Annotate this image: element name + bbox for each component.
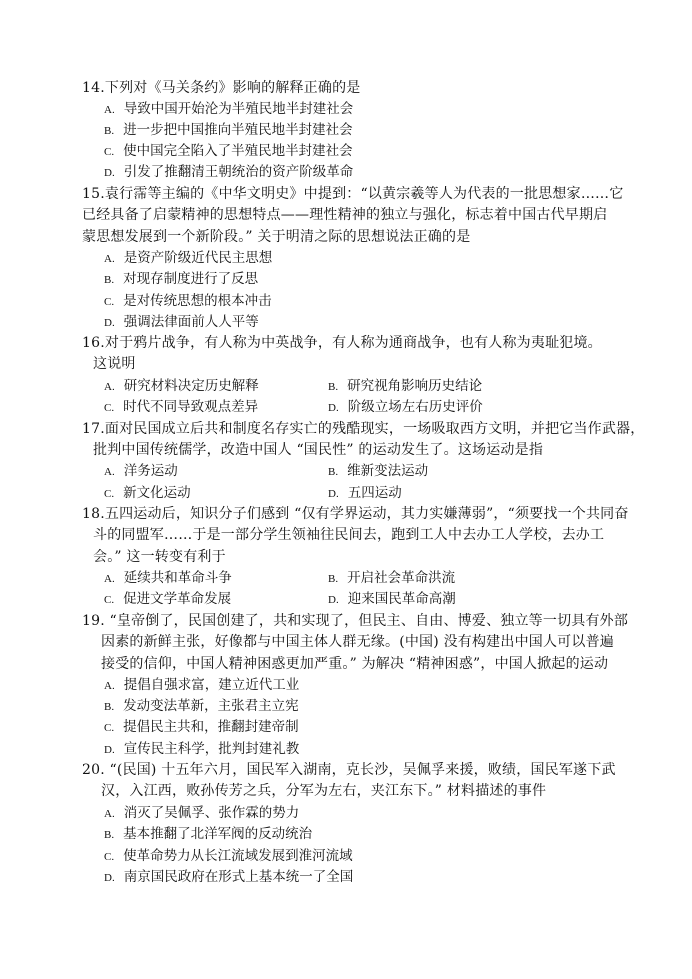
option-b: B. 开启社会革命洪流: [328, 570, 456, 586]
option-d: D. 南京国民政府在形式上基本统一了全国: [104, 869, 354, 885]
question-stem-line: 已经具备了启蒙精神的思想特点——理性精神的独立与强化，标志着中国古代早期启: [82, 207, 608, 224]
option-c: C. 新文化运动: [104, 485, 191, 501]
option-a: A. 导致中国开始沦为半殖民地半封建社会: [104, 101, 354, 117]
question-stem: 14.下列对《马关条约》影响的解释正确的是: [82, 80, 361, 96]
option-a: A. 提倡自强求富，建立近代工业: [104, 677, 300, 693]
question-17: [82, 419, 645, 462]
option-c: C. 提倡民主共和，推翻封建帝制: [104, 719, 299, 735]
option-b: B. 发动变法革新，主张君主立宪: [104, 698, 299, 714]
option-d: D. 强调法律面前人人平等: [104, 314, 259, 330]
option-c: C. 使中国完全陷入了半殖民地半封建社会: [104, 143, 353, 159]
question-14: [82, 78, 622, 99]
option-a: A. 延续共和革命斗争: [104, 570, 232, 586]
question-stem-line: 20. “(民国) 十五年六月，国民军入湖南，克长沙，吴佩孚来援，败绩，国民军遂下武: [82, 762, 616, 778]
question-stem-line: 斗的同盟军……于是一部分学生领袖往民间去，跑到工人中去办工人学校，去办工: [93, 527, 605, 544]
question-stem-line: 15.袁行霈等主编的《中华文明史》中提到：“以黄宗羲等人为代表的一批思想家……它: [82, 186, 624, 202]
option-d: D. 宣传民主科学，批判封建礼教: [104, 741, 300, 757]
question-stem-line: 蒙思想发展到一个新阶段。” 关于明清之际的思想说法正确的是: [82, 228, 471, 245]
question-stem-line: 17.面对民国成立后共和制度名存实亡的残酷现实，一场吸取西方文明，并把它当作武器，: [82, 421, 645, 437]
question-16: [82, 333, 622, 376]
option-c: C. 促进文学革命发展: [104, 591, 232, 607]
option-c: C. 时代不同导致观点差异: [104, 399, 259, 415]
option-c: C. 是对传统思想的根本冲击: [104, 293, 272, 309]
question-stem-line: 接受的信仰，中国人精神困惑更加严重。” 为解决 “精神困惑”，中国人掀起的运动: [101, 655, 609, 672]
question-stem-line: 汉，入江西，败孙传芳之兵，分军为左右，夹江东下。” 材料描述的事件: [101, 783, 547, 800]
option-d: D. 迎来国民革命高潮: [328, 591, 456, 607]
question-stem-line: 这说明: [93, 356, 136, 373]
option-b: B. 进一步把中国推向半殖民地半封建社会: [104, 122, 353, 138]
question-19: [82, 611, 629, 675]
question-15: [82, 184, 622, 248]
option-b: B. 维新变法运动: [328, 463, 429, 479]
question-stem-line: 18.五四运动后，知识分子们感到 “仅有学界运动，其力实嫌薄弱”，“须要找一个共同奋: [82, 506, 629, 522]
option-d: D. 五四运动: [328, 485, 402, 501]
option-a: A. 洋务运动: [104, 463, 178, 479]
option-a: A. 消灭了吴佩孚、张作霖的势力: [104, 805, 300, 821]
question-18: [82, 504, 629, 568]
option-c: C. 使革命势力从长江流域发展到淮河流域: [104, 848, 353, 864]
option-d: D. 引发了推翻清王朝统治的资产阶级革命: [104, 164, 354, 180]
option-a: A. 是资产阶级近代民主思想: [104, 250, 273, 266]
question-stem-line: 会。” 这一转变有利于: [93, 548, 226, 565]
question-20: [82, 760, 622, 803]
option-a: A. 研究材料决定历史解释: [104, 378, 259, 394]
option-d: D. 阶级立场左右历史评价: [328, 399, 483, 415]
option-b: B. 研究视角影响历史结论: [328, 378, 483, 394]
option-b: B. 对现存制度进行了反思: [104, 271, 259, 287]
question-stem-line: 16.对于鸦片战争，有人称为中英战争，有人称为通商战争，也有人称为夷耻犯境。: [82, 335, 602, 351]
question-stem-line: 批判中国传统儒学，改造中国人 “国民性” 的运动发生了。这场运动是指: [93, 442, 544, 459]
question-stem-line: 因素的新鲜主张，好像都与中国主体人群无缘。(中国) 没有构建出中国人可以普遍: [101, 634, 614, 651]
question-stem-line: 19. “皇帝倒了，民国创建了，共和实现了，但民主、自由、博爱、独立等一切具有外部: [82, 613, 629, 629]
option-b: B. 基本推翻了北洋军阀的反动统治: [104, 826, 313, 842]
